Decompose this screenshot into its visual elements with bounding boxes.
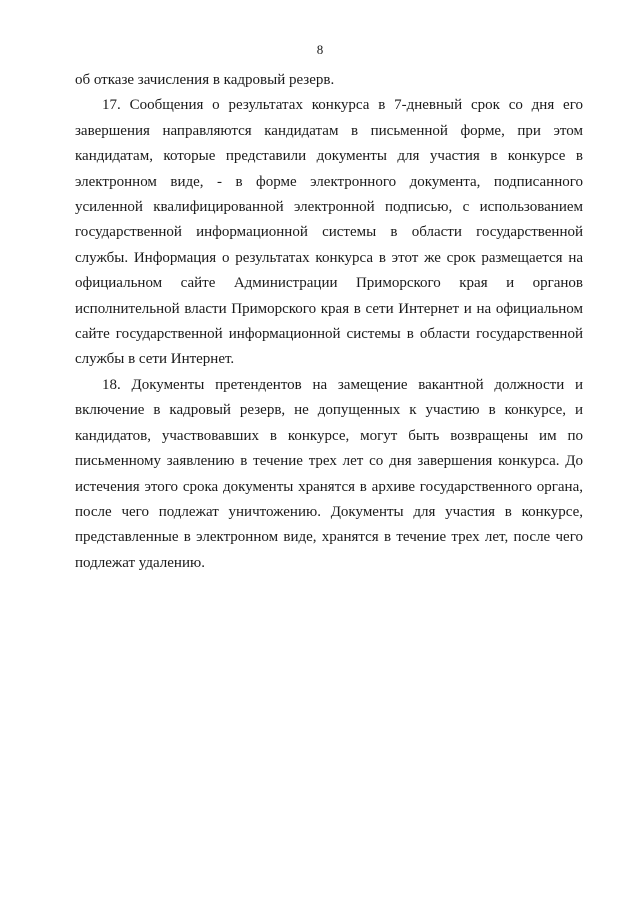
document-body	[75, 68, 583, 576]
paragraph-item-17: 17. Сообщения о результатах конкурса в 7-дневный срок со дня его завершения направляются кандидатам в письменной форме, при этом кандидатам, которые представили документы для участия в конкурсе в электронном виде, - в форме электронного документа, подписанного усиленной квалифицированной электронной подписью, с использованием государственной информационной системы в области государственной службы. Информация о результатах конкурса в этот же срок размещается на официальном сайте Администрации Приморского края и органов исполнительной власти Приморского края в сети Интернет и на официальном сайте государственной информационной системы в области государственной службы в сети Интернет.	[75, 97, 583, 368]
paragraph-item-18: 18. Документы претендентов на замещение вакантной должности и включение в кадровый резерв, не допущенных к участию в конкурсе, и кандидатов, участвовавших в конкурсе, могут быть возвращены им по письменному заявлению в течение трех лет со дня завершения конкурса. До истечения этого срока документы хранятся в архиве государственного органа, после чего подлежат уничтожению. Документы для участия в конкурсе, представленные в электронном виде, хранятся в течение трех лет, после чего подлежат удалению.	[75, 376, 583, 571]
page-number: 8	[316, 42, 324, 57]
paragraph-continuation: об отказе зачисления в кадровый резерв.	[75, 72, 335, 88]
